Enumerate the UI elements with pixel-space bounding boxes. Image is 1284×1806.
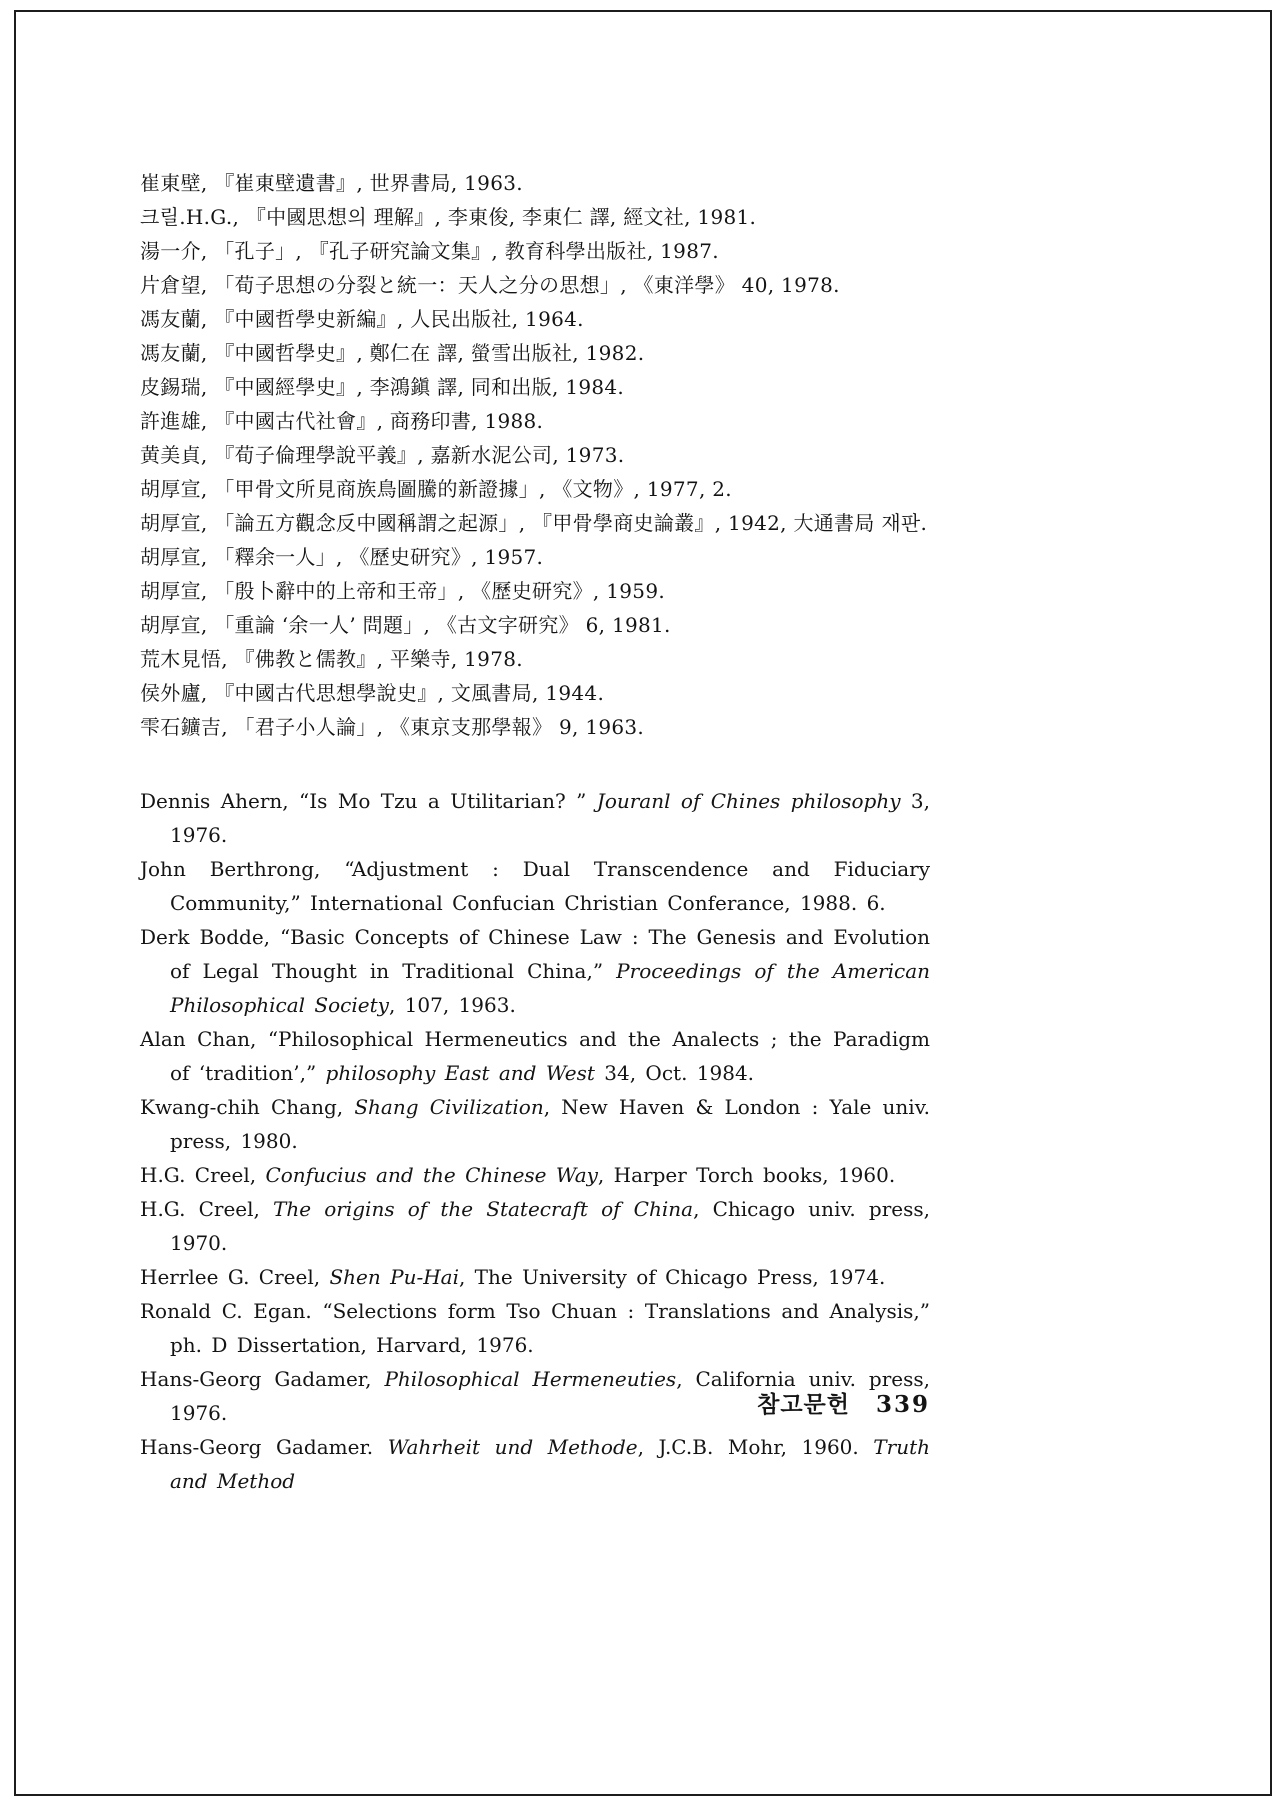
- reference-entry: Derk Bodde, “Basic Concepts of Chinese Law : The Genesis and Evolution of Legal Thought in Traditional China,” Proceedings of the American Philosophical Society, 107, 1963.: [140, 925, 930, 1017]
- reference-entry: Ronald C. Egan. “Selections form Tso Chuan : Translations and Analysis,” ph. D Dissertation, Harvard, 1976.: [140, 1299, 930, 1357]
- reference-entry: 許進雄, 『中國古代社會』, 商務印書, 1988.: [140, 409, 544, 433]
- reference-entry: 馮友蘭, 『中國哲學史新編』, 人民出版社, 1964.: [140, 307, 584, 331]
- reference-entry: 크릴.H.G., 『中國思想의 理解』, 李東俊, 李東仁 譯, 經文社, 1981.: [140, 205, 757, 229]
- reference-entry: John Berthrong, “Adjustment : Dual Transcendence and Fiduciary Community,” International Confucian Christian Conferance, 1988. 6.: [140, 857, 930, 915]
- reference-entry: 胡厚宣, 「重論 ‘余一人’ 問題」, 《古文字研究》 6, 1981.: [140, 613, 671, 637]
- reference-entry: 荒木見悟, 『佛教と儒教』, 平樂寺, 1978.: [140, 647, 523, 671]
- page-footer: [140, 1386, 930, 1419]
- reference-entry: 皮錫瑞, 『中國經學史』, 李鴻鎭 譯, 同和出版, 1984.: [140, 375, 625, 399]
- reference-entry: Kwang-chih Chang, Shang Civilization, New Haven & London : Yale univ. press, 1980.: [140, 1095, 930, 1153]
- reference-entry: Alan Chan, “Philosophical Hermeneutics and the Analects ; the Paradigm of ‘tradition’,” philosophy East and West 34, Oct. 1984.: [140, 1027, 930, 1085]
- reference-entry: 胡厚宣, 「甲骨文所見商族鳥圖騰的新證據」, 《文物》, 1977, 2.: [140, 477, 732, 501]
- reference-entry: 胡厚宣, 「殷卜辭中的上帝和王帝」, 《歷史研究》, 1959.: [140, 579, 665, 603]
- reference-entry: H.G. Creel, Confucius and the Chinese Way, Harper Torch books, 1960.: [140, 1163, 896, 1187]
- reference-entry: 侯外廬, 『中國古代思想學說史』, 文風書局, 1944.: [140, 681, 605, 705]
- reference-entry: Hans-Georg Gadamer, Philosophical Hermeneuties, California univ. press, 1976.: [140, 1367, 930, 1425]
- reference-entry: 湯一介, 「孔子」, 『孔子研究論文集』, 教育科學出版社, 1987.: [140, 239, 719, 263]
- footer-section-label: 참고문헌: [757, 1391, 850, 1418]
- reference-entry: 片倉望, 「荀子思想の分裂と統一：天人之分の思想」, 《東洋學》 40, 1978.: [140, 273, 840, 297]
- reference-entry: Hans-Georg Gadamer. Wahrheit und Methode, J.C.B. Mohr, 1960. Truth and Method: [140, 1435, 930, 1493]
- reference-entry: 黄美貞, 『荀子倫理學說平義』, 嘉新水泥公司, 1973.: [140, 443, 625, 467]
- reference-entry: 雫石鑛吉, 「君子小人論」, 《東京支那學報》 9, 1963.: [140, 715, 645, 739]
- reference-entry: Dennis Ahern, “Is Mo Tzu a Utilitarian? ” Jouranl of Chines philosophy 3, 1976.: [140, 789, 930, 847]
- reference-entry: 胡厚宣, 「論五方觀念反中國稱謂之起源」, 『甲骨學商史論叢』, 1942, 大通書局 재판.: [140, 511, 928, 535]
- reference-entry: 崔東壁, 『崔東壁遺書』, 世界書局, 1963.: [140, 171, 523, 195]
- page-content: [140, 166, 930, 1498]
- page-number: 339: [875, 1391, 930, 1418]
- reference-entry: 胡厚宣, 「釋余一人」, 《歷史研究》, 1957.: [140, 545, 544, 569]
- reference-list-cjk: [140, 166, 930, 744]
- reference-entry: 馮友蘭, 『中國哲學史』, 鄭仁在 譯, 螢雪出版社, 1982.: [140, 341, 645, 365]
- reference-entry: H.G. Creel, The origins of the Statecraft of China, Chicago univ. press, 1970.: [140, 1197, 930, 1255]
- reference-entry: Herrlee G. Creel, Shen Pu-Hai, The University of Chicago Press, 1974.: [140, 1265, 886, 1289]
